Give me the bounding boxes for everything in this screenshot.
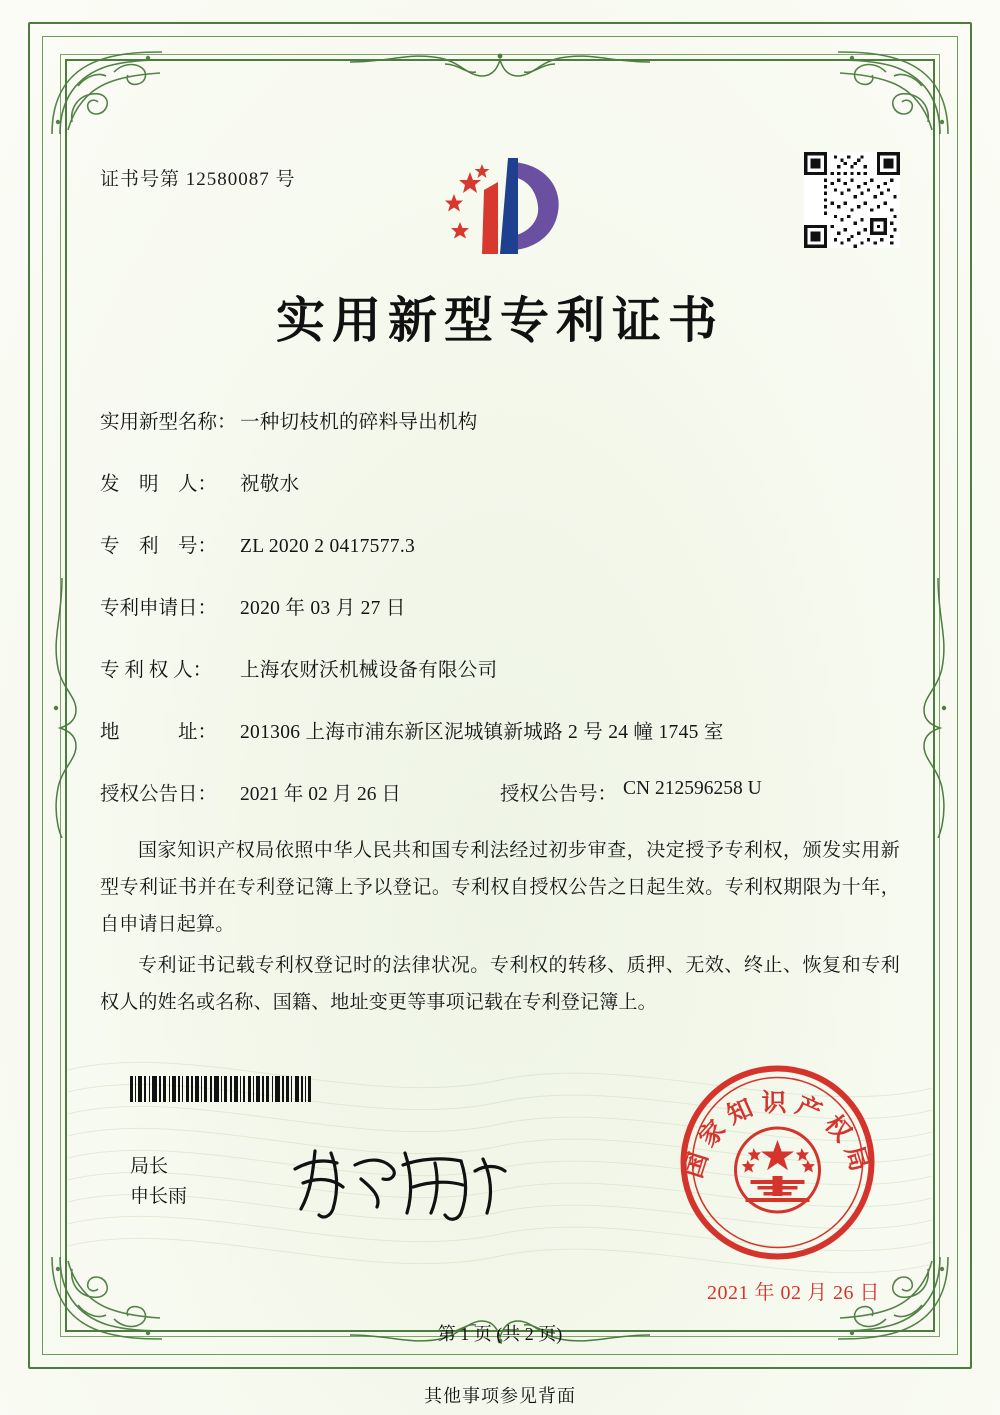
legal-text: [100, 832, 900, 1021]
field-row: [100, 654, 900, 682]
field-label: 专 利 号：: [100, 536, 218, 557]
field-row: [100, 468, 900, 496]
field-value: ZL 2020 2 0417577.3: [240, 536, 416, 557]
legal-paragraph: 国家知识产权局依照中华人民共和国专利法经过初步审查，决定授予专利权，颁发实用新型专利证书并在专利登记簿上予以登记。专利权自授权公告之日起生效。专利权期限为十年，自申请日起算。: [100, 840, 900, 936]
field-value: 祝敬水: [240, 474, 300, 495]
official-seal: [675, 1060, 880, 1265]
legal-paragraph: 专利证书记载专利权登记时的法律状况。专利权的转移、质押、无效、终止、恢复和专利权人的姓名或名称、国籍、地址变更等事项记载在专利登记簿上。: [100, 955, 900, 1014]
field-label: 地 址：: [100, 722, 218, 743]
svg-text:国家知识产权局: 国家知识产权局: [678, 1088, 877, 1182]
certificate-number: 证书号第 12580087 号: [100, 169, 296, 190]
grant-date-label: 授权公告日：: [100, 784, 218, 805]
grant-number-group: [500, 778, 762, 806]
grant-date-group: [100, 778, 500, 806]
seal-date: 2021 年 02 月 26 日: [707, 1282, 880, 1304]
handwritten-signature-icon: [285, 1135, 515, 1225]
issuer-title: 局长: [130, 1156, 169, 1177]
field-row: [100, 406, 900, 434]
certificate-header: [100, 120, 900, 250]
field-value: 2020 年 03 月 27 日: [240, 598, 406, 619]
field-label: 发 明 人：: [100, 474, 218, 495]
cnipa-logo-icon: [420, 150, 580, 265]
edge-ornament-icon: [350, 48, 650, 90]
field-value: 一种切枝机的碎料导出机构: [240, 412, 478, 433]
field-label: 实用新型名称：: [100, 412, 237, 433]
edge-ornament-icon: [910, 578, 952, 838]
grant-number-label: 授权公告号：: [500, 784, 618, 805]
field-row: [100, 530, 900, 558]
field-row: [100, 592, 900, 620]
field-value: 201306 上海市浦东新区泥城镇新城路 2 号 24 幢 1745 室: [240, 722, 724, 743]
barcode: [130, 1076, 392, 1102]
field-label: 专利申请日：: [100, 598, 218, 619]
grant-number-value: CN 212596258 U: [623, 778, 762, 799]
issuer-name: 申长雨: [130, 1186, 188, 1208]
footnote: 其他事项参见背面: [424, 1386, 576, 1406]
edge-ornament-icon: [48, 578, 90, 838]
qr-code: [804, 152, 900, 248]
issuer-signature-block: [130, 1152, 187, 1213]
grant-date-value: 2021 年 02 月 26 日: [240, 784, 401, 805]
field-list: [100, 406, 900, 806]
field-label: 专 利 权 人：: [100, 660, 213, 681]
field-value: 上海农财沃机械设备有限公司: [240, 660, 498, 681]
page-indicator: 第 1 页 (共 2 页): [437, 1324, 563, 1344]
grant-info-row: [100, 778, 900, 806]
certificate-content: [100, 120, 900, 1025]
page-title: 实用新型专利证书: [275, 291, 724, 349]
field-row: [100, 716, 900, 744]
